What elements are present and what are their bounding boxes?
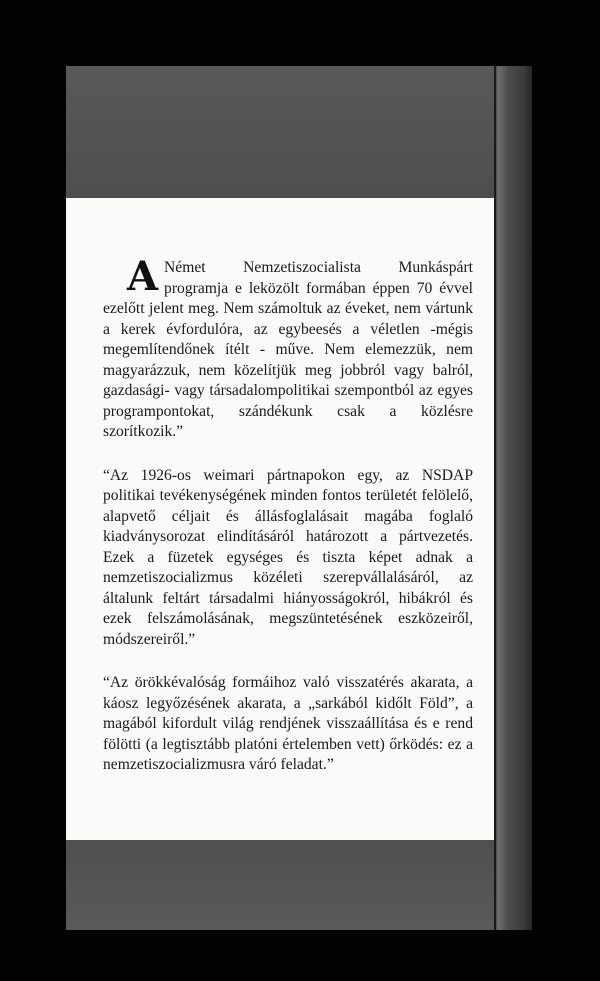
cover-top-band — [66, 66, 532, 198]
drop-cap: A — [127, 253, 159, 300]
spine-edge — [494, 66, 496, 930]
blurb-paragraph-1 — [103, 253, 473, 443]
blurb-paragraph-2: “Az 1926-os weimari pártnapokon egy, az NSDAP politikai tevékenységének minden fontos területét felölelő, alapvető céljait és állásfoglalásait magába foglaló kiadványsorozat elindításáról határozott a pártvezetés. Ezek a füzetek egységes és tiszta képet adnak a nemzetiszocializmus közéleti szerepvállalásáról, az általunk feltárt társadalmi hiányosságokról, hibákról és ezek felszámolásának, megszüntetésének eszközeiről, módszereiről.” — [103, 466, 473, 648]
cover-bottom-band — [66, 840, 532, 930]
blurb-text — [103, 253, 473, 799]
blurb-paragraph-1-text: Német Nemzetiszocialista Munkáspárt programja e leközölt formában éppen 70 évvel ezelőtt jelent meg. Nem számoltuk az éveket, nem vártunk a kerek évfordulóra, az egybeesés a véletlen -mégis megemlítendőnek ítélt - műve. Nem elemezzük, nem magyarázzuk, nem közelítjük meg jobbról vagy balról, gazdasági- vagy társadalompolitikai szempontból az egyes programpontokat, szándékunk csak a közlésre szorítkozik.” — [103, 259, 473, 440]
blurb-paragraph-3: “Az örökkévalóság formáihoz való visszatérés akarata, a káosz legyőzésének akarata, a „sarkából kidőlt Föld”, a magából kifordult világ rendjének visszaállítása és e rend fölötti (a legtisztább platóni értelemben vett) őrködés: ez a nemzetiszocializmusra váró feladat.” — [103, 674, 473, 773]
book-spine — [494, 66, 532, 930]
